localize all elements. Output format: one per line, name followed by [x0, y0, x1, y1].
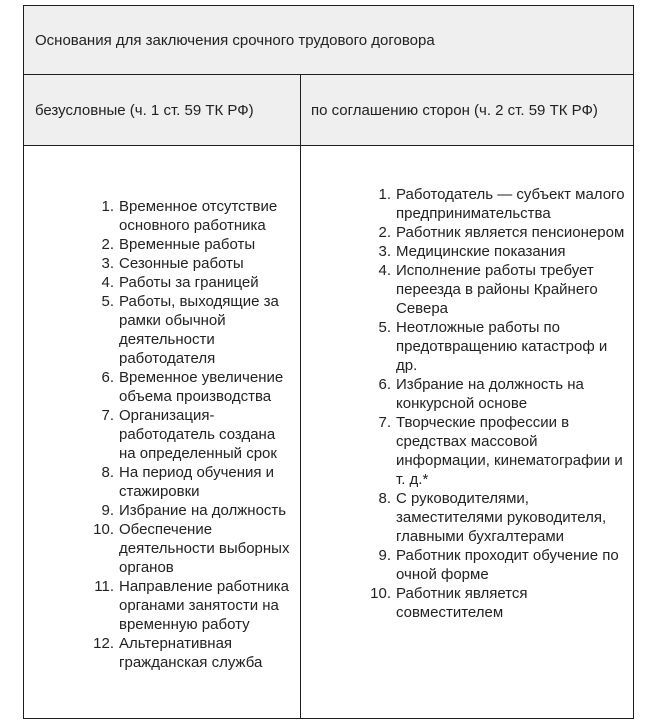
list-item-text: Работник является совместителем: [396, 584, 528, 621]
list-item: [24, 634, 300, 672]
unconditional-grounds-list: [24, 197, 300, 672]
list-item: [24, 235, 300, 254]
list-item-number: 11.: [94, 578, 114, 595]
list-item-text: Временные работы: [119, 236, 256, 253]
list-item: [24, 368, 300, 406]
list-item: [24, 197, 300, 235]
list-item-number: 7.: [101, 407, 114, 424]
right-column-header: по соглашению сторон (ч. 2 ст. 59 ТК РФ): [301, 75, 634, 146]
list-item: [301, 242, 633, 261]
list-item-text: Работодатель — субъект малого предпринимательства: [396, 185, 625, 222]
list-item-number: 7.: [378, 413, 391, 431]
list-item: [301, 261, 633, 318]
list-item-number: 1.: [101, 198, 114, 215]
list-item-text: Работы, выходящие за рамки обычной деятельности работодателя: [119, 293, 279, 367]
list-item-number: 10.: [370, 584, 391, 602]
list-item-number: 12.: [93, 635, 114, 652]
list-row: [24, 146, 634, 719]
list-item: [301, 489, 633, 546]
table-title: Основания для заключения срочного трудового договора: [24, 6, 634, 75]
list-item: [24, 292, 300, 368]
list-item: [301, 375, 633, 413]
title-row: [24, 6, 634, 75]
list-item-text: Временное отсутствие основного работника: [119, 198, 278, 234]
list-item-number: 9.: [378, 546, 391, 564]
list-item: [24, 577, 300, 634]
list-item: [301, 318, 633, 375]
list-item-text: Творческие профессии в средствах массовой информации, кинематографии и т. д.*: [396, 413, 623, 488]
list-item-number: 6.: [378, 375, 391, 393]
list-item: [24, 254, 300, 273]
list-item-text: Организация-работодатель создана на определенный срок: [119, 407, 277, 462]
list-item: [301, 546, 633, 584]
list-item-number: 3.: [378, 242, 391, 260]
list-item-number: 6.: [101, 369, 114, 386]
list-item-text: Работник является пенсионером: [396, 223, 625, 241]
list-item-text: Избрание на должность: [119, 502, 287, 519]
list-item: [301, 185, 633, 223]
list-item-number: 5.: [101, 293, 114, 310]
left-list-cell: [24, 146, 301, 719]
list-item-text: Альтернативная гражданская служба: [119, 635, 263, 671]
list-item: [24, 501, 300, 520]
list-item: [301, 413, 633, 489]
list-item-number: 10.: [93, 521, 114, 538]
list-item-number: 8.: [101, 464, 114, 481]
list-item-text: На период обучения и стажировки: [119, 464, 275, 500]
list-item-number: 2.: [101, 236, 114, 253]
list-item: [24, 273, 300, 292]
list-item-number: 4.: [378, 261, 391, 279]
list-item-text: Работник проходит обучение по очной форме: [396, 546, 619, 583]
list-item-number: 9.: [101, 502, 114, 519]
list-item-text: Работы за границей: [119, 274, 259, 291]
list-item-text: Исполнение работы требует переезда в районы Крайнего Севера: [396, 261, 598, 317]
list-item: [24, 406, 300, 463]
left-column-header: безусловные (ч. 1 ст. 59 ТК РФ): [24, 75, 301, 146]
list-item: [301, 584, 633, 622]
list-item-number: 2.: [378, 223, 391, 241]
list-item-text: Избрание на должность на конкурсной основе: [396, 375, 584, 412]
agreement-grounds-list: [301, 185, 633, 622]
list-item-number: 3.: [101, 255, 114, 272]
right-list-cell: [301, 146, 634, 719]
contract-grounds-table: [23, 5, 634, 719]
header-row: [24, 75, 634, 146]
list-item-text: С руководителями, заместителями руководителя, главными бухгалтерами: [396, 489, 607, 545]
list-item-number: 4.: [101, 274, 114, 291]
list-item-number: 8.: [378, 489, 391, 507]
list-item-text: Сезонные работы: [119, 255, 244, 272]
list-item-number: 5.: [378, 318, 391, 336]
list-item-text: Неотложные работы по предотвращению катастроф и др.: [396, 318, 608, 374]
list-item-text: Обеспечение деятельности выборных органов: [119, 521, 290, 576]
list-item: [24, 463, 300, 501]
list-item-text: Направление работника органами занятости на временную работу: [119, 578, 289, 633]
list-item-text: Медицинские показания: [396, 242, 566, 260]
list-item-text: Временное увеличение объема производства: [119, 369, 284, 405]
list-item: [24, 520, 300, 577]
list-item-number: 1.: [378, 185, 391, 203]
list-item: [301, 223, 633, 242]
